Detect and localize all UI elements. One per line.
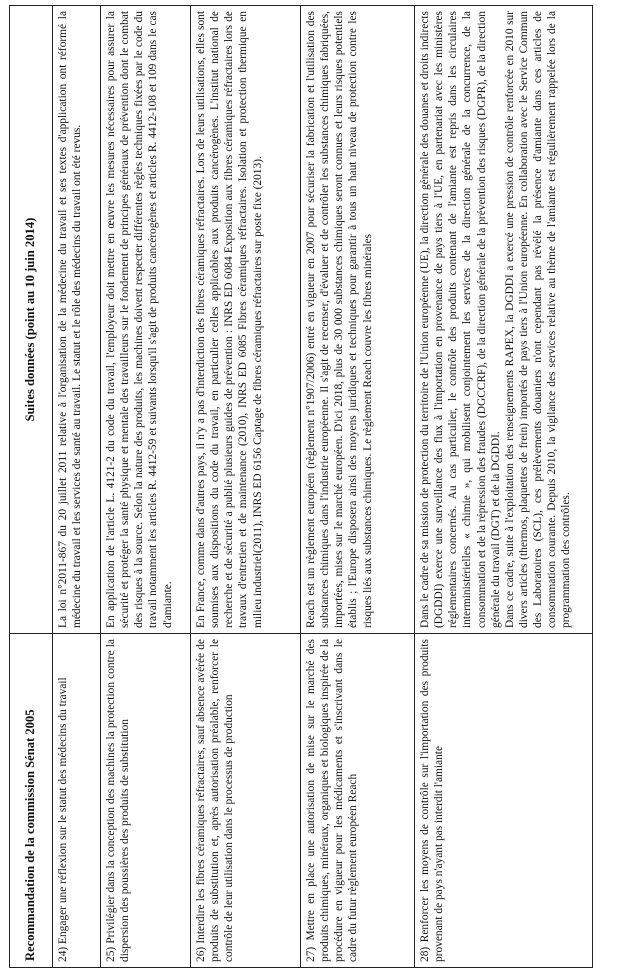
follow-up-paragraph: Dans le cadre de sa mission de protection du territoire de l'Union européenne (UE), la direction générale des douanes et droits indirects (DGDDI) exerce une surveillance des flux à l'importation en provenance de pays tiers à l'UE, en partenariat avec les ministères réglementaires concernés. Au cas particulier, le contrôle des produits contenant de l'amiante est repris dans les circulaires interministérielles « chimie », qui mobilisent conjointement les services de la direction générale de la concurrence, de la consommation et de la répression des fraudes (DGCCRF), de la direction générale de la prévention des risques (DGPR), de la direction générale du travail (DGT) et de la DGDDI.: [419, 11, 502, 628]
table-row: [101, 6, 191, 968]
table-row: [415, 6, 593, 968]
table-row: [191, 6, 301, 968]
follow-up-paragraph: En application de l'article L. 4121-2 du code du travail, l'employeur doit mettre en œuvre les mesures nécessaires pour assurer la sécurité et protéger la santé physique et mentale des travailleurs sur le fondement de principes généraux de prévention dont le combat des risques à la source. Selon la nature des produits, les machines doivent respecter différentes règles techniques fixées par le code du travail notamment les articles R. 4412-59 et suivants lorsqu'il s'agit de produits cancérogènes et articles R. 4412-108 et 109 dans le cas d'amiante.: [105, 11, 174, 628]
follow-up-cell: [191, 6, 301, 634]
recommendation-cell: 27) Mettre en place une autorisation de mise sur le marché des produits chimiques, minéraux, organiques et biologiques inspirée de la procédure en vigueur pour les médicaments et s'inscrivant dans le cadre du futur règlement européen Reach: [301, 634, 415, 968]
table-row: [53, 6, 101, 968]
recommendation-cell: 26) Interdire les fibres céramiques réfractaires, sauf absence avérée de produits de substitution et, après autorisation préalable, renforcer le contrôle de leur utilisation dans le processus de production: [191, 634, 301, 968]
follow-up-paragraph: En France, comme dans d'autres pays, il n'y a pas d'interdiction des fibres céramiques réfractaires. Lors de leurs utilisations, elles sont soumises aux dispositions du code du travail, en particulier celles applicables aux produits cancérogènes. L'institut national de recherche et de sécurité a publié plusieurs guides de prévention : INRS ED 6084 Exposition aux fibres céramiques réfractaires lors de travaux d'entretien et de maintenance (2010), INRS ED 6085 Fibres céramiques réfractaires. Isolation et protection thermique en milieu industriel(2011), INRS ED 6156 Captage de fibres céramiques réfractaires sur poste fixe (2013).: [195, 11, 264, 628]
recommendation-cell: 25) Privilégier dans la conception des machines la protection contre la dispersion des poussières des produits de substitution: [101, 634, 191, 968]
follow-up-paragraph: Dans ce cadre, suite à l'exploitation des renseignements RAPEX, la DGDDI a exercé une pression de contrôle renforcée en 2010 sur divers articles (thermos, plaquettes de frein) importés de pays tiers à l'Union européenne. En collaboration avec le Service Commun des Laboratoires (SCL), ces prélèvements douaniers n'ont cependant pas révélé la présence d'amiante dans ces articles de consommation courante. Depuis 2010, la vigilance des services relative au thème de l'amiante est régulièrement rappelée lors de la programmation des contrôles.: [503, 11, 573, 628]
follow-up-paragraph: Reach est un règlement européen (règlement n°1907/2006) entré en vigueur en 2007 pour sécuriser la fabrication et l'utilisation des substances chimiques dans l'industrie européenne. Il s'agit de recenser, d'évaluer et de contrôler les substances chimiques fabriquées, importées, mises sur le marché européen. D'ici 2018, plus de 30 000 substances chimiques seront connues et leurs risques potentiels établis ; l'Europe disposera ainsi des moyens juridiques et techniques pour garantir à tous un haut niveau de protection contre les risques liés aux substances chimiques. Le règlement Reach couvre les fibres minérales: [305, 11, 374, 628]
header-follow-up: Suites données (point au 10 juin 2014): [10, 6, 53, 634]
recommendation-cell: 24) Engager une réflexion sur le statut des médecins du travail: [53, 634, 101, 968]
follow-up-cell: [53, 6, 101, 634]
table-header-row: [10, 6, 53, 968]
recommendations-table: [9, 5, 593, 968]
recommendation-cell: 28) Renforcer les moyens de contrôle sur l'importation des produits provenant de pays n'ayant pas interdit l'amiante: [415, 634, 593, 968]
follow-up-cell: [101, 6, 191, 634]
follow-up-paragraph: La loi n°2011-867 du 20 juillet 2011 relative à l'organisation de la médecine du travail et ses textes d'application ont réformé la médecine du travail et les services de santé au travail. Le statut et le rôle des médecins du travail ont été revus.: [57, 11, 84, 628]
follow-up-cell: [415, 6, 593, 634]
rotated-document-page: [9, 6, 625, 968]
table-row: [301, 6, 415, 968]
header-recommendation: Recommandation de la commission Sénat 2005: [10, 634, 53, 968]
follow-up-cell: [301, 6, 415, 634]
